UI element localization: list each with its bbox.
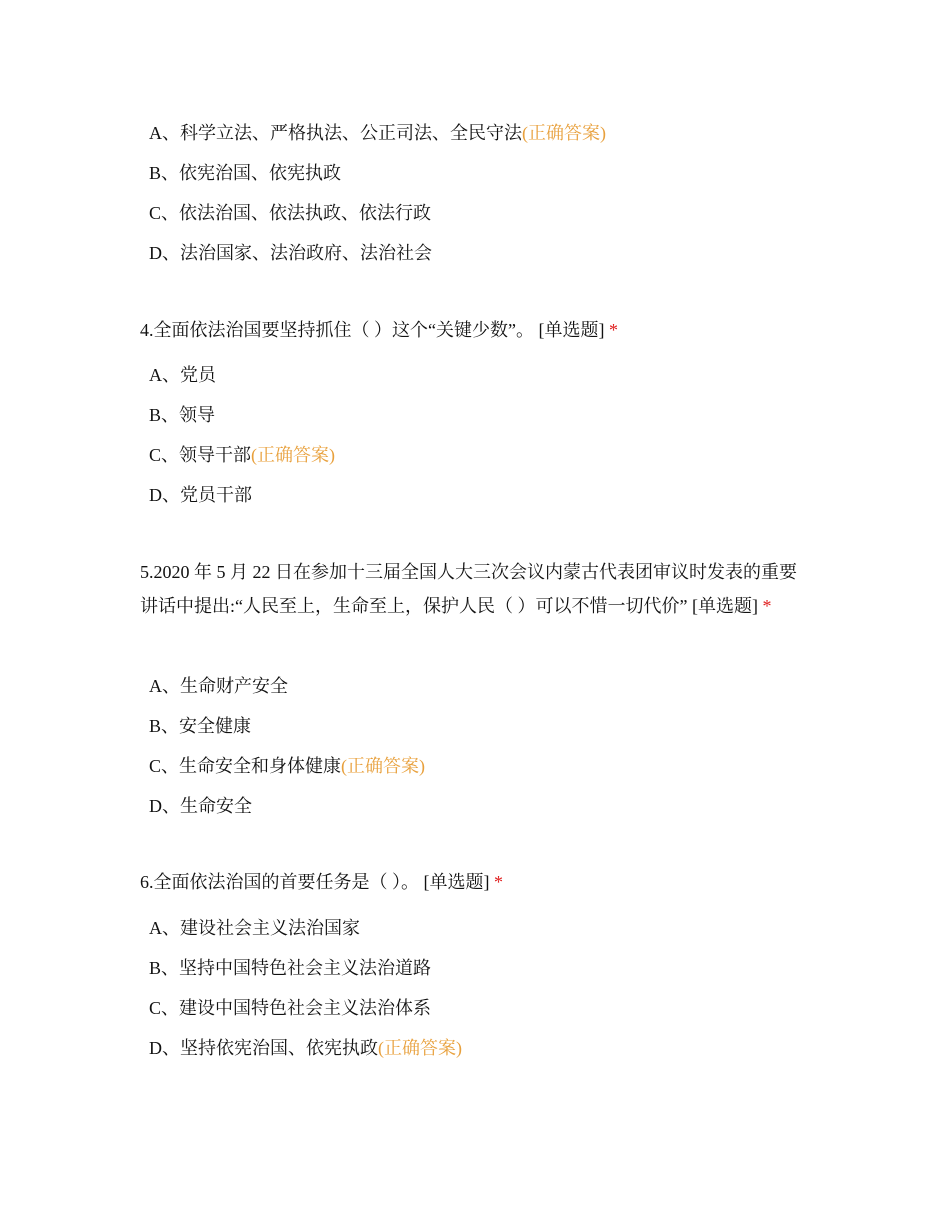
- option-5-c[interactable]: [149, 754, 425, 778]
- option-5-b[interactable]: [149, 714, 251, 738]
- option-prev-c: [149, 201, 431, 225]
- option-6-a[interactable]: [149, 916, 360, 940]
- required-mark: *: [608, 320, 618, 340]
- question-text: 6.全面依法治国的首要任务是（ ）。 [单选题]: [140, 872, 490, 892]
- required-mark: *: [762, 596, 772, 616]
- option-letter: C: [149, 998, 162, 1018]
- option-separator: 、: [162, 796, 180, 816]
- option-prev-b: [149, 161, 341, 185]
- option-5-d[interactable]: [149, 794, 252, 818]
- option-letter: D: [149, 796, 162, 816]
- option-separator: 、: [161, 445, 180, 465]
- option-6-d[interactable]: [149, 1036, 462, 1060]
- option-text: 生命财产安全: [180, 676, 288, 696]
- question-text: 4.全面依法治国要坚持抓住（ ）这个“关键少数”。 [单选题]: [140, 320, 605, 340]
- correct-answer-mark: (正确答案): [251, 445, 336, 465]
- question-text: 5.2020 年 5 月 22 日在参加十三届全国人大三次会议内蒙古代表团审议时发表的重要讲话中提出:“人民至上，生命至上，保护人民（ ）可以不惜一切代价” [单选题]: [140, 562, 797, 616]
- question-6-title: [140, 865, 810, 899]
- option-6-c[interactable]: [149, 996, 431, 1020]
- option-letter: B: [149, 163, 162, 183]
- option-separator: 、: [162, 485, 180, 505]
- option-separator: 、: [161, 756, 180, 776]
- required-mark: *: [494, 872, 503, 892]
- option-text: 安全健康: [179, 716, 252, 736]
- option-separator: 、: [161, 163, 180, 183]
- option-6-b[interactable]: [149, 956, 431, 980]
- option-4-b[interactable]: [149, 403, 215, 427]
- option-separator: 、: [162, 1038, 180, 1058]
- option-letter: A: [149, 676, 162, 696]
- option-text: 坚持依宪治国、依宪执政: [180, 1038, 378, 1058]
- option-4-c[interactable]: [149, 443, 335, 467]
- option-text: 生命安全和身体健康: [179, 756, 342, 776]
- option-text: 领导干部: [179, 445, 252, 465]
- option-text: 生命安全: [180, 796, 252, 816]
- option-letter: A: [149, 123, 162, 143]
- option-text: 法治国家、法治政府、法治社会: [180, 243, 432, 263]
- option-separator: 、: [162, 365, 180, 385]
- option-text: 依法治国、依法执政、依法行政: [179, 203, 432, 223]
- option-separator: 、: [161, 203, 180, 223]
- option-letter: C: [149, 445, 162, 465]
- option-text: 党员干部: [180, 485, 252, 505]
- correct-answer-mark: (正确答案): [341, 756, 426, 776]
- question-4-title: [140, 313, 810, 347]
- option-text: 建设社会主义法治国家: [180, 918, 360, 938]
- option-text: 依宪治国、依宪执政: [179, 163, 342, 183]
- option-letter: D: [149, 485, 162, 505]
- option-letter: D: [149, 243, 162, 263]
- option-separator: 、: [162, 676, 180, 696]
- option-letter: C: [149, 203, 162, 223]
- option-letter: D: [149, 1038, 162, 1058]
- option-separator: 、: [161, 998, 180, 1018]
- option-separator: 、: [161, 958, 180, 978]
- option-letter: B: [149, 716, 162, 736]
- question-5-title: [140, 555, 810, 623]
- option-separator: 、: [161, 716, 180, 736]
- option-separator: 、: [162, 918, 180, 938]
- correct-answer-mark: (正确答案): [378, 1038, 462, 1058]
- option-letter: C: [149, 756, 162, 776]
- option-separator: 、: [162, 243, 180, 263]
- option-5-a[interactable]: [149, 674, 288, 698]
- option-4-d[interactable]: [149, 483, 252, 507]
- correct-answer-mark: (正确答案): [522, 123, 606, 143]
- option-separator: 、: [161, 405, 180, 425]
- option-prev-d: [149, 241, 432, 265]
- option-separator: 、: [162, 123, 180, 143]
- option-4-a[interactable]: [149, 363, 216, 387]
- option-letter: A: [149, 365, 162, 385]
- option-text: 党员: [180, 365, 216, 385]
- option-letter: B: [149, 405, 162, 425]
- option-text: 科学立法、严格执法、公正司法、全民守法: [180, 123, 522, 143]
- option-prev-a: [149, 121, 606, 145]
- option-letter: A: [149, 918, 162, 938]
- option-text: 领导: [179, 405, 216, 425]
- option-letter: B: [149, 958, 162, 978]
- option-text: 坚持中国特色社会主义法治道路: [179, 958, 432, 978]
- option-text: 建设中国特色社会主义法治体系: [179, 998, 432, 1018]
